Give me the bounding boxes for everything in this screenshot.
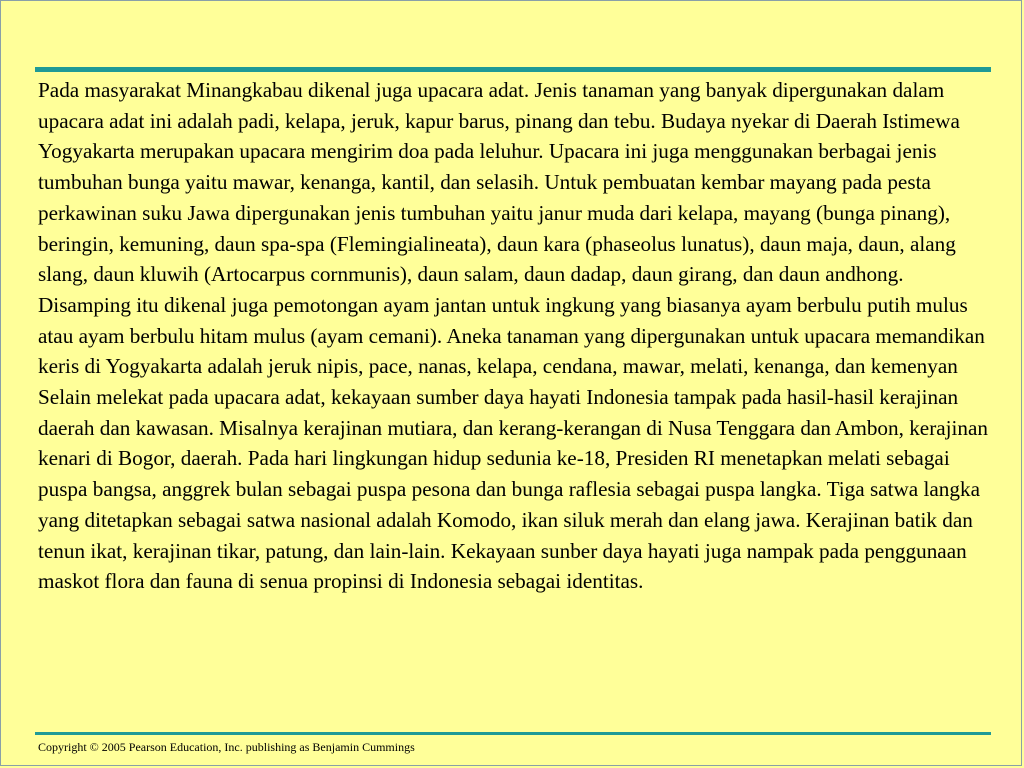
copyright-footer: Copyright © 2005 Pearson Education, Inc. publishing as Benjamin Cummings — [38, 740, 415, 754]
top-divider — [35, 67, 991, 72]
slide-body-text: Pada masyarakat Minangkabau dikenal juga upacara adat. Jenis tanaman yang banyak dipergunakan dalam upacara adat ini adalah padi, kelapa, jeruk, kapur barus, pinang dan tebu. Budaya nyekar di Daerah Istimewa Yogyakarta merupakan upacara mengirim doa pada leluhur. Upacara ini juga menggunakan berbagai jenis tumbuhan bunga yaitu mawar, kenanga, kantil, dan selasih. Untuk pembuatan kembar mayang pada pesta perkawinan suku Jawa dipergunakan jenis tumbuhan yaitu janur muda dari kelapa, mayang (bunga pinang), beringin, kemuning, daun spa-spa (Flemingialineata), daun kara (phaseolus lunatus), daun maja, daun, alang slang, daun kluwih (Artocarpus cornmunis), daun salam, daun dadap, daun girang, dan daun andhong. Disamping itu dikenal juga pemotongan ayam jantan untuk ingkung yang biasanya ayam berbulu putih mulus atau ayam berbulu hitam mulus (ayam cemani). Aneka tanaman yang dipergunakan untuk upacara memandikan keris di Yogyakarta adalah jeruk nipis, pace, nanas, kelapa, cendana, mawar, melati, kenanga, dan kemenyan Selain melekat pada upacara adat, kekayaan sumber daya hayati Indonesia tampak pada hasil-hasil kerajinan daerah dan kawasan. Misalnya kerajinan mutiara, dan kerang-kerangan di Nusa Tenggara dan Ambon, kerajinan kenari di Bogor, daerah. Pada hari lingkungan hidup sedunia ke-18, Presiden RI menetapkan melati sebagai puspa bangsa, anggrek bulan sebagai puspa pesona dan bunga raflesia sebagai puspa langka. Tiga satwa langka yang ditetapkan sebagai satwa nasional adalah Komodo, ikan siluk merah dan elang jawa. Kerajinan batik dan tenun ikat, kerajinan tikar, patung, dan lain-lain. Kekayaan sunber daya hayati juga nampak pada penggunaan maskot flora dan fauna di senua propinsi di Indonesia sebagai identitas. — [38, 78, 989, 594]
bottom-divider — [35, 732, 991, 735]
